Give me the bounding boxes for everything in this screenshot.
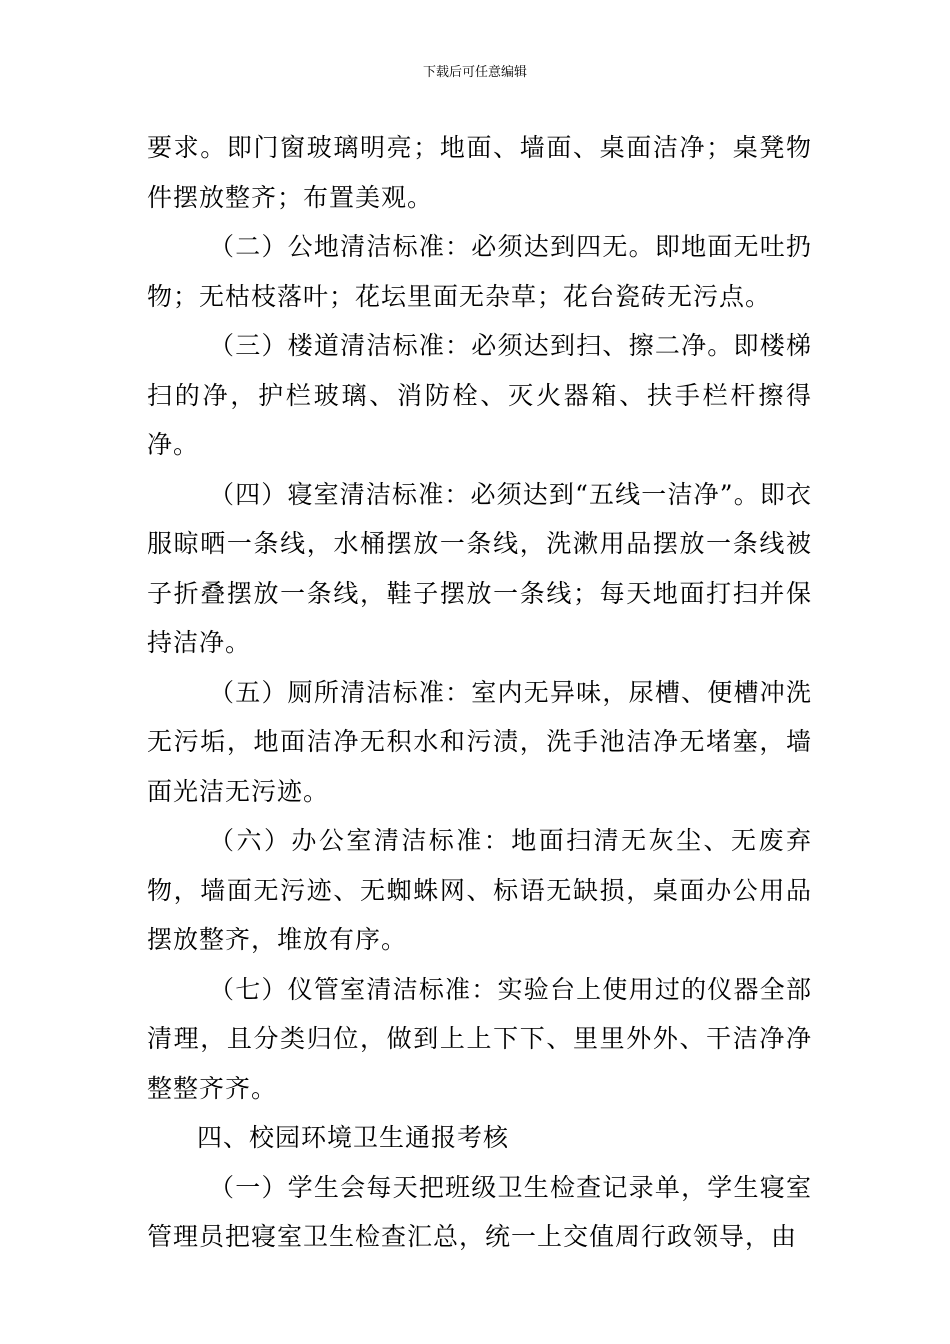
paragraph-instrument-room-standard: （七）仪管室清洁标准：实验台上使用过的仪器全部清理，且分类归位，做到上上下下、里里外外、干洁净净整整齐齐。	[147, 974, 812, 1103]
paragraph-continuation: 要求。即门窗玻璃明亮；地面、墙面、桌面洁净；桌凳物件摆放整齐；布置美观。	[147, 133, 812, 212]
paragraph-dormitory-standard: （四）寝室清洁标准：必须达到“五线一洁净”。即衣服晾晒一条线，水桶摆放一条线，洗漱用品摆放一条线被子折叠摆放一条线，鞋子摆放一条线；每天地面打扫并保持洁净。	[147, 479, 812, 657]
paragraph-office-standard: （六）办公室清洁标准：地面扫清无灰尘、无废弃物，墙面无污迹、无蜘蛛网、标语无缺损，桌面办公用品摆放整齐，堆放有序。	[147, 826, 812, 954]
page-header: 下载后可任意编辑	[422, 65, 527, 80]
paragraph-stairway-standard: （三）楼道清洁标准：必须达到扫、擦二净。即楼梯扫的净，护栏玻璃、消防栓、灭火器箱、扶手栏杆擦得净。	[147, 331, 812, 459]
document-body	[147, 123, 812, 1262]
paragraph-toilet-standard: （五）厕所清洁标准：室内无异味，尿槽、便槽冲洗无污垢，地面洁净无积水和污渍，洗手池洁净无堵塞，墙面光洁无污迹。	[147, 677, 812, 806]
section-heading: 四、校园环境卫生通报考核	[197, 1123, 510, 1152]
paragraph-public-area-standard: （二）公地清洁标准：必须达到四无。即地面无吐扔物；无枯枝落叶；花坛里面无杂草；花台瓷砖无污点。	[147, 232, 812, 311]
paragraph-inspection-report: （一）学生会每天把班级卫生检查记录单，学生寝室管理员把寝室卫生检查汇总，统一上交值周行政领导，由	[147, 1172, 812, 1251]
